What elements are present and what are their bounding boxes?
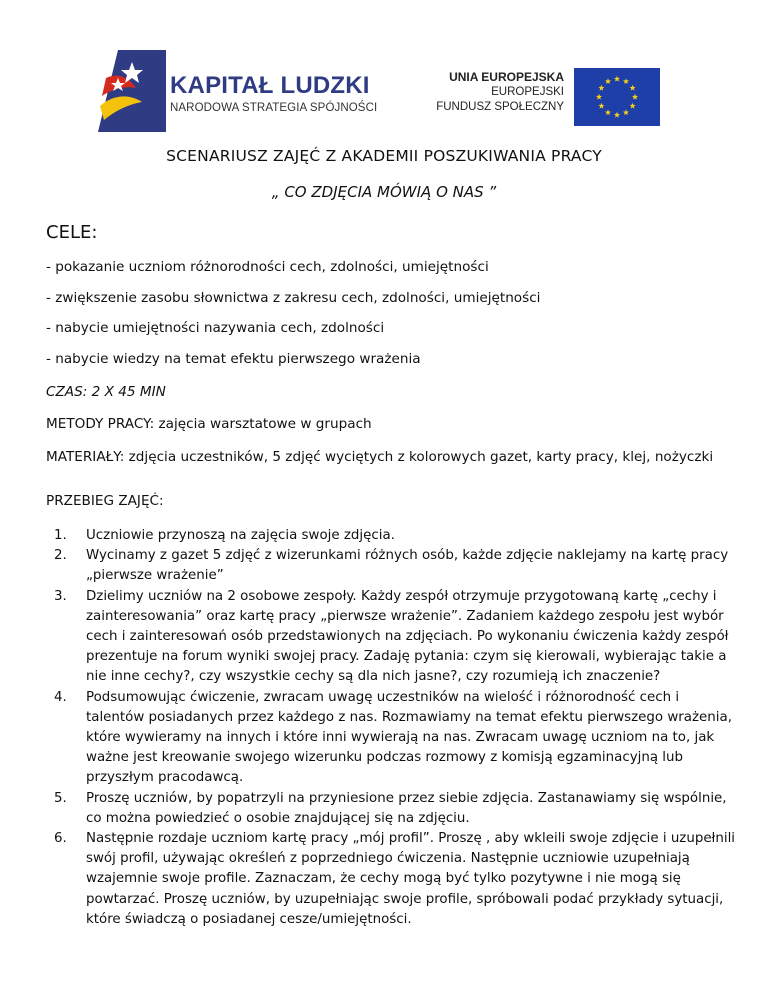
eu-title: UNIA EUROPEJSKA xyxy=(449,70,564,84)
step-text: Następnie rozdaje uczniom kartę pracy „mój profil”. Proszę , aby wkleili swoje zdjęcie i uzupełnili swój profil, używając określeń z poprzedniego ćwiczenia. Następnie uczniowie uzupełniają wzajemnie swoje profile. Zaznaczam, że cechy mogą być tylko pozytywne i nie mogą się powtarzać. Proszę uczniów, by uzupełniając swoje profile, spróbowali podać przykłady sytuacji, które świadczą o posiadanej cesze/umiejętności. xyxy=(86,831,736,927)
goal-item: - zwiększenie zasobu słownictwa z zakresu cech, zdolności, umiejętności xyxy=(46,290,541,306)
step-number: 2. xyxy=(54,548,67,564)
kapital-ludzki-title: KAPITAŁ LUDZKI xyxy=(170,72,370,99)
steps-list xyxy=(46,526,736,930)
course-heading: PRZEBIEG ZAJĘĆ: xyxy=(46,493,164,509)
step-number: 3. xyxy=(54,588,67,604)
list-item xyxy=(46,546,736,586)
goals-heading: CELE: xyxy=(46,222,98,243)
time-label: CZAS: xyxy=(46,384,92,400)
step-text: Podsumowując ćwiczenie, zwracam uwagę uczestników na wielość i różnorodność cech i talentów posiadanych przez każdego z nas. Rozmawiamy na temat efektu pierwszego wrażenia, które wywieramy na innych i które inni wywierają na nas. Zwracam uwagę uczniom na to, jak ważne jest kreowanie swojego wizerunku podczas rozmowy z komisją egzaminacyjną lub przyszłym pracodawcą. xyxy=(86,689,732,786)
methods-label: METODY PRACY: xyxy=(46,416,159,432)
eu-line-1: EUROPEJSKI xyxy=(491,86,564,98)
step-number: 6. xyxy=(54,831,67,847)
goal-item: - nabycie wiedzy na temat efektu pierwszego wrażenia xyxy=(46,351,421,367)
page-subtitle: „ CO ZDJĘCIA MÓWIĄ O NAS ” xyxy=(271,183,497,201)
methods-value: zajęcia warsztatowe w grupach xyxy=(158,416,372,432)
goal-item: - pokazanie uczniom różnorodności cech, zdolności, umiejętności xyxy=(46,259,489,275)
list-item xyxy=(46,587,736,688)
methods-line xyxy=(46,416,372,432)
time-line xyxy=(46,384,166,400)
step-number: 1. xyxy=(54,528,67,543)
step-text: Uczniowie przynoszą na zajęcia swoje zdjęcia. xyxy=(86,528,395,543)
materials-label: MATERIAŁY: xyxy=(46,449,129,465)
list-item xyxy=(46,829,736,930)
step-text: Dzielimy uczniów na 2 osobowe zespoły. Każdy zespół otrzymuje przygotowaną kartę „cechy i zainteresowania” oraz kartę pracy „pierwsze wrażenie”. Zadaniem każdego zespołu jest wybór cech i zainteresowań osób przedstawionych na zdjęciach. Po wykonaniu ćwiczenia każdy zespół prezentuje na forum wyniki swojej pracy. Zadaję pytania: czym się kierowali, wybierając takie a nie inne cechy?, czy wszystkie cechy są dla nich jasne?, czy rozumieją ich znaczenie? xyxy=(86,588,729,685)
time-value: 2 X 45 MIN xyxy=(91,384,166,400)
step-text: Wycinamy z gazet 5 zdjęć z wizerunkami różnych osób, każde zdjęcie naklejamy na kartę pracy „pierwsze wrażenie” xyxy=(86,548,729,584)
list-item xyxy=(46,789,736,829)
step-number: 4. xyxy=(54,689,67,705)
materials-line xyxy=(46,447,726,467)
eu-line-2: FUNDUSZ SPOŁECZNY xyxy=(436,101,564,113)
page-title: SCENARIUSZ ZAJĘĆ Z AKADEMII POSZUKIWANIA PRACY xyxy=(166,147,602,165)
goal-item: - nabycie umiejętności nazywania cech, zdolności xyxy=(46,320,385,336)
eu-text-block xyxy=(436,70,564,115)
materials-value: zdjęcia uczestników, 5 zdjęć wyciętych z kolorowych gazet, karty pracy, klej, nożyczki xyxy=(128,449,714,465)
list-item xyxy=(46,526,736,546)
step-number: 5. xyxy=(54,790,67,806)
kapital-ludzki-logo-icon xyxy=(96,48,168,134)
step-text: Proszę uczniów, by popatrzyli na przyniesione przez siebie zdjęcia. Zastanawiamy się wspólnie, co można powiedzieć o osobie znajdującej się na zdjęciu. xyxy=(86,790,727,826)
eu-flag-icon xyxy=(574,68,660,126)
kapital-ludzki-subtitle: NARODOWA STRATEGIA SPÓJNOŚCI xyxy=(170,102,378,114)
list-item xyxy=(46,688,736,789)
